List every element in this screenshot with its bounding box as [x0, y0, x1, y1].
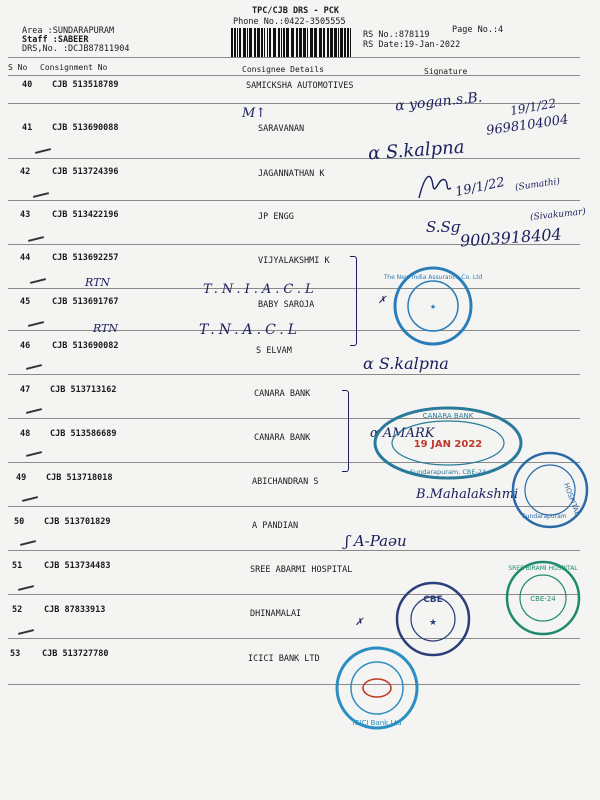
barcode-icon: [231, 28, 355, 58]
handwritten-text: T.N.A.C.L: [199, 322, 302, 338]
barcode-bar: [327, 28, 329, 58]
barcode-bar: [234, 28, 236, 58]
row-consignment: CJB 513692257: [52, 253, 119, 263]
row-consignment: CJB 513691767: [52, 297, 119, 307]
staff-label: Staff :SABEER: [22, 35, 89, 45]
rs-number: RS No.:878119: [363, 30, 430, 40]
barcode-bar: [249, 28, 252, 58]
check-mark: [20, 540, 36, 546]
signature-row46: α S.kalpna: [363, 354, 449, 373]
row-consignee: SARAVANAN: [258, 124, 305, 134]
handwritten-date: 19/1/22: [509, 96, 558, 118]
stamp-date: 19 JAN 2022: [413, 439, 483, 450]
col-sno: S No: [8, 63, 28, 72]
signature-row41: α S.kalpna: [367, 136, 466, 165]
row-divider: [8, 103, 580, 104]
svg-text:CBE: CBE: [423, 595, 443, 605]
col-consignment: Consignment No: [40, 63, 108, 72]
row-consignee: ICICI BANK LTD: [248, 654, 320, 664]
barcode-bar: [243, 28, 246, 58]
drs-number: DRS,No. :DCJB87811904: [22, 44, 130, 54]
svg-text:Sundarapuram, CBE-24: Sundarapuram, CBE-24: [409, 468, 487, 476]
signature-row40: α yogan.s.B.: [394, 89, 483, 115]
row-sno: 51: [12, 561, 23, 571]
svg-text:HOSPITAL: HOSPITAL: [562, 481, 582, 517]
barcode-bar: [323, 28, 325, 58]
handwritten-date: 19/1/22: [453, 174, 507, 201]
row-consignee: VIJYALAKSHMI K: [258, 256, 330, 266]
row-sno: 49: [16, 473, 27, 483]
row-sno: 40: [22, 80, 33, 90]
barcode-bar: [237, 28, 238, 58]
check-mark: [26, 408, 42, 414]
signature-row49: B.Mahalakshmi: [416, 487, 519, 502]
row-sno: 42: [20, 167, 31, 177]
sree-birami-hospital-stamp-icon: [503, 558, 583, 638]
row-sno: 45: [20, 297, 31, 307]
row-divider: [8, 594, 580, 595]
handwritten-rtn: RTN: [93, 322, 119, 335]
canara-bank-stamp-icon: [372, 405, 524, 481]
page-number: Page No.:4: [452, 25, 504, 35]
row-consignee: SAMICKSHA AUTOMOTIVES: [246, 81, 354, 91]
barcode-bar: [278, 28, 280, 58]
check-mark: [18, 629, 34, 635]
handwritten-phone: 9698104004: [485, 112, 570, 139]
row-consignee: SREE ABARMI HOSPITAL: [250, 565, 353, 575]
check-mark: [30, 278, 46, 284]
handwritten-text: T.N.I.A.C.L: [203, 282, 318, 297]
row-consignee: A PANDIAN: [252, 521, 299, 531]
row-sno: 44: [20, 253, 31, 263]
svg-text:★: ★: [429, 303, 437, 311]
row-sno: 47: [20, 385, 31, 395]
barcode-bar: [303, 28, 306, 58]
check-mark: [33, 192, 49, 198]
brace-bracket: [350, 256, 357, 346]
check-mark: [35, 148, 51, 154]
icici-bank-stamp-icon: [334, 645, 420, 731]
barcode-bar: [338, 28, 339, 58]
row-divider: [8, 158, 580, 159]
handwritten-rtn: RTN: [85, 276, 111, 289]
barcode-bar: [231, 28, 233, 58]
signature-row50: ʃ A-Paəu: [345, 532, 407, 550]
signature-scribble-icon: [415, 168, 455, 202]
svg-text:SREE BIRAMI HOSPITAL: SREE BIRAMI HOSPITAL: [508, 565, 578, 572]
col-signature: Signature: [424, 67, 468, 76]
row-divider: [8, 550, 580, 551]
header-rule-top: [8, 57, 580, 58]
stamp-text: The New India Assurance Co. Ltd: [383, 274, 483, 281]
header-rule-bottom: [8, 75, 580, 76]
barcode-bar: [269, 28, 271, 58]
check-mark: [28, 321, 44, 327]
row-divider: [8, 200, 580, 201]
hospital-stamp-icon: [510, 450, 590, 530]
row-consignment: CJB 513724396: [52, 167, 119, 177]
row-consignment: CJB 513690082: [52, 341, 119, 351]
insurance-stamp-icon: [383, 265, 483, 347]
barcode-bar: [319, 28, 322, 58]
svg-text:Sundarapuram: Sundarapuram: [522, 513, 567, 520]
signature-row43: S.Sɡ: [426, 218, 461, 236]
svg-text:CANARA BANK: CANARA BANK: [422, 412, 474, 420]
handwritten-mark: M↑: [242, 106, 267, 121]
check-mark: [22, 496, 38, 502]
row-consignee: ABICHANDRAN S: [252, 477, 319, 487]
row-sno: 53: [10, 649, 21, 659]
signature-row48: α AMARK: [370, 426, 435, 441]
barcode-bar: [261, 28, 263, 58]
row-consignment: CJB 87833913: [44, 605, 106, 615]
row-consignment: CJB 513518789: [52, 80, 119, 90]
barcode-bar: [347, 28, 349, 58]
barcode-bar: [307, 28, 308, 58]
row-sno: 48: [20, 429, 31, 439]
svg-text:★: ★: [428, 618, 438, 628]
row-consignee: S ELVAM: [256, 346, 292, 356]
barcode-bar: [314, 28, 317, 58]
barcode-bar: [350, 28, 351, 58]
barcode-bar: [267, 28, 268, 58]
barcode-bar: [286, 28, 289, 58]
row-sno: 50: [14, 517, 25, 527]
rs-date: RS Date:19-Jan-2022: [363, 40, 461, 50]
svg-text:ICICI Bank Ltd: ICICI Bank Ltd: [352, 719, 402, 727]
row-consignee: JAGANNATHAN K: [258, 169, 325, 179]
barcode-bar: [344, 28, 346, 58]
check-mark: [26, 364, 42, 370]
row-sno: 41: [22, 123, 33, 133]
check-mark: [18, 585, 34, 591]
handwritten-name: (Sumathi): [514, 176, 561, 194]
brace-bracket: [342, 390, 349, 472]
phone-number: Phone No.:0422-3505555: [233, 17, 346, 27]
row-sno: 52: [12, 605, 23, 615]
row-consignment: CJB 513690088: [52, 123, 119, 133]
barcode-bar: [334, 28, 337, 58]
barcode-bar: [283, 28, 285, 58]
row-consignment: CJB 513713162: [50, 385, 117, 395]
row-consignee: BABY SAROJA: [258, 300, 315, 310]
row-sno: 46: [20, 341, 31, 351]
barcode-bar: [239, 28, 241, 58]
row-divider: [8, 638, 580, 639]
handwritten-mark: ✗: [355, 617, 364, 628]
check-mark: [28, 236, 44, 242]
row-consignee: JP ENGG: [258, 212, 294, 222]
barcode-bar: [264, 28, 265, 58]
handwritten-phone: 9003918404: [459, 224, 563, 251]
svg-text:CBE-24: CBE-24: [530, 595, 556, 603]
row-consignee: DHINAMALAI: [250, 609, 302, 619]
row-consignment: CJB 513734483: [44, 561, 111, 571]
row-consignee: CANARA BANK: [254, 433, 311, 443]
barcode-bar: [254, 28, 256, 58]
barcode-bar: [281, 28, 282, 58]
handwritten-name: (Sivakumar): [529, 207, 587, 223]
barcode-bar: [299, 28, 302, 58]
barcode-bar: [310, 28, 313, 58]
row-consignment: CJB 513727780: [42, 649, 109, 659]
barcode-bar: [330, 28, 333, 58]
row-consignment: CJB 513718018: [46, 473, 113, 483]
area-label: Area :SUNDARAPURAM: [22, 26, 115, 36]
row-consignment: CJB 513422196: [52, 210, 119, 220]
barcode-bar: [340, 28, 343, 58]
row-consignee: CANARA BANK: [254, 389, 311, 399]
row-sno: 43: [20, 210, 31, 220]
doc-title: TPC/CJB DRS - PCK: [252, 6, 339, 16]
barcode-bar: [273, 28, 276, 58]
row-divider: [8, 374, 580, 375]
col-consignee: Consignee Details: [242, 65, 324, 74]
row-consignment: CJB 513701829: [44, 517, 111, 527]
handwritten-mark: ✗: [378, 295, 387, 306]
barcode-bar: [296, 28, 298, 58]
row-divider: [8, 506, 580, 507]
barcode-bar: [247, 28, 248, 58]
row-divider: [8, 684, 580, 685]
row-consignment: CJB 513586689: [50, 429, 117, 439]
barcode-bar: [291, 28, 294, 58]
barcode-bar: [257, 28, 260, 58]
check-mark: [26, 451, 42, 457]
